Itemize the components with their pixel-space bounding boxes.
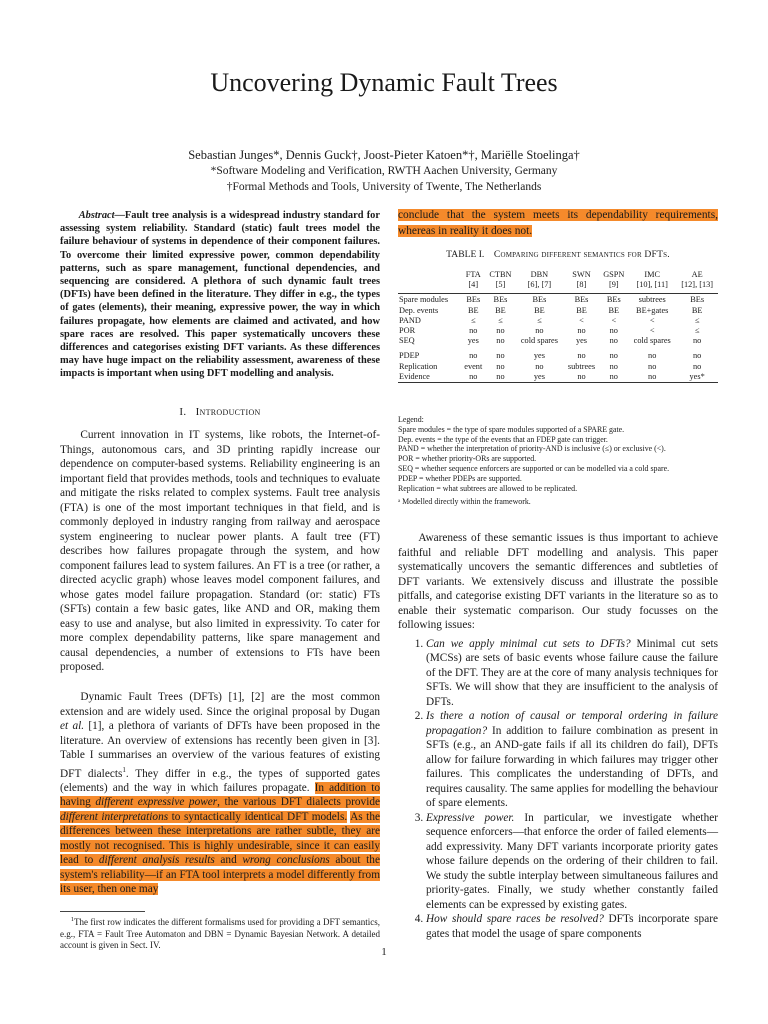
highlight-4[interactable]: conclude that the system meets its dependability requirements, whereas in reality it does not. <box>398 209 718 237</box>
table-cell: no <box>628 372 676 383</box>
table-row <box>398 326 718 336</box>
issue-text: DFTs incorporate spare gates that model the usage of spare components <box>426 913 718 940</box>
highlight-1-italic-2: different interpretations <box>60 810 169 823</box>
table-caption-number: TABLE I. <box>446 249 485 260</box>
intro2-part1: Dynamic Fault Trees (DFTs) [1], [2] are the most common extension and are widely used. Since the original proposal by Dugan <box>60 691 380 718</box>
table-cell: BEs <box>515 294 563 306</box>
table-cell: no <box>496 336 505 346</box>
row-label: Dep. events <box>399 305 439 315</box>
col-ref: [10], [11] <box>636 280 668 290</box>
author-list: Sebastian Junges*, Dennis Guck†, Joost-Pieter Katoen*†, Mariëlle Stoelinga† <box>188 148 580 162</box>
row-label: Evidence <box>398 372 461 383</box>
highlight-3[interactable]: —if an FTA tool interprets a model differently from its user, then one may <box>60 868 380 896</box>
table-cell: BE <box>576 305 587 315</box>
highlight-2-italic-2: wrong conclusions <box>242 854 330 867</box>
issue-question: Can we apply minimal cut sets to DFTs? <box>426 637 631 650</box>
legend-item: Replication = what subtrees are allowed to be replicated. <box>398 483 578 493</box>
list-item <box>426 709 718 811</box>
table-cell: yes <box>575 336 588 346</box>
intro-paragraph-1-text: Current innovation in IT systems, like robots, the Internet-of-Things, autonomous cars, and 3D printing rapidly increase our dependence on computer-based systems. Reliability engineering is an important field that provides methods, tools and techniques to evaluate and mitigate the risks related to complex systems. Fault tree analysis (FTA) is one of the most important techniques in that field, and is commonly deployed in industry ranging from railway and aerospace system engineering to nuclear power plants. A fault tree (FT) describes how failures propagate through the system, and how component failures lead to system failures. An FT is a tree (or rather, a directed acyclic graph) whose leaves model component failures, and whose gates model failure propagation. Standard (or: static) FTs (SFTs) contain a few basic gates, like AND and OR, making them easy to use and analyse, but also limited in expressivity. To cater for more complex dependability patterns, like spare management and causal dependencies, a number of extensions to FTs have been proposed. <box>60 429 381 673</box>
row-label: Spare modules <box>398 294 461 306</box>
table-cell: no <box>693 351 702 361</box>
list-item <box>426 637 718 710</box>
list-item <box>426 912 718 941</box>
table-cell: yes <box>533 351 545 361</box>
highlight-1-italic: different expressive power <box>95 796 218 809</box>
table-cell: no <box>461 372 486 383</box>
legend-item: Spare modules = the type of spare modules supported of a SPARE gate. <box>398 424 625 434</box>
table-cell: ≤ <box>694 315 700 325</box>
legend-item: PDEP = whether PDEPs are supported. <box>398 473 522 483</box>
table-caption <box>398 249 718 260</box>
intro-paragraph-2 <box>60 690 380 897</box>
table-cell: no <box>609 326 618 336</box>
abstract-text: —Fault tree analysis is a widespread industry standard for assessing system reliability. Standard (static) fault trees model the failure behaviour of systems in dependence of their component failures. To overcome their limited expressive power, common dependability patterns, such as spare management, functional dependencies, and sequencing are considered. A plethora of such dynamic fault trees (DFTs) have been defined in the literature. They differ in e.g., the types of gates (elements), their meaning, expressive power, the way in which failures propagate, how elements are claimed and activated, and how spare races are resolved. This paper systematically uncovers these differences and categorises existing DFT variants. As these differences may have huge impact on the reliability assessment, awareness of these impacts is important when using DFT modelling and analysis. <box>60 210 380 380</box>
table-cell: BEs <box>564 294 600 306</box>
highlight-1-text: In addition to having <box>60 781 380 809</box>
table-cell: ≤ <box>537 315 542 325</box>
highlight-2-text: As the differences between these interpretations are rather subtle, they are mostly not recognised. This is highly undesirable, since it can easily lead to <box>60 810 380 867</box>
table-cell: cold spares <box>520 336 558 346</box>
table-cell: cold spares <box>633 336 671 346</box>
highlight-1-text-2: , the various DFT dialects provide <box>217 796 381 809</box>
col-ref: [5] <box>495 280 506 290</box>
table-cell: < <box>649 315 655 325</box>
section-heading <box>60 406 380 418</box>
footnote-mark[interactable]: 1 <box>122 765 126 774</box>
row-label: PAND <box>399 315 421 325</box>
table-row <box>398 372 718 383</box>
table-legend <box>398 415 728 507</box>
table-cell: no <box>535 326 544 336</box>
legend-item: PAND = whether the interpretation of priority-AND is inclusive (≤) or exclusive (<). <box>398 444 666 454</box>
table-cell: no <box>693 336 702 346</box>
issue-question: Is there a notion of causal or temporal ordering in failure propagation? <box>426 710 718 737</box>
table-cell: < <box>579 315 584 325</box>
table-row <box>398 316 718 326</box>
issue-text: Minimal cut sets (MCSs) are sets of basic events whose failure cause the failure of the DFT. They are at the core of many analysis techniques for SFTs. We will show that they are insufficient to the analysis of DFTs. <box>426 637 718 708</box>
table-row <box>398 294 718 306</box>
right-paragraph: Awareness of these semantic issues is thus important to achieve faithful and reliable DFT modelling and analysis. This paper systematically uncovers the semantic differences and subtleties of DFT variants. We extensively discuss and illustrate the possible pitfalls, and categorise existing DFT variants in the literature so as to enable their systematic comparison. Our study focusses on the following issues: <box>398 532 718 631</box>
legend-title: Legend: <box>398 415 424 424</box>
issue-question: How should spare races be resolved? <box>426 913 604 925</box>
table-cell: BEs <box>486 294 516 306</box>
table-cell: no <box>648 351 657 361</box>
col-header: AE <box>691 270 703 279</box>
right-continuation <box>398 207 718 239</box>
paper-title: Uncovering Dynamic Fault Trees <box>210 68 558 97</box>
table-cell: event <box>464 361 483 371</box>
table-cell: no <box>496 361 505 371</box>
footnote-number: 1 <box>70 916 75 923</box>
highlight-2-text-3: about the system's reliability <box>60 854 380 881</box>
col-ref: [4] <box>468 280 479 290</box>
issue-text: In addition to failure combination as present in SFTs (e.g., an AND-gate fails if all its children do fail), DFTs allow for failure forwarding in which failures may trigger other failures. This complicates the understanding of DFTs, and requires causality. The same applies for modelling the behaviour of spare elements. <box>426 724 718 809</box>
table-row <box>398 336 718 346</box>
list-item <box>426 811 718 913</box>
table-cell: ≤ <box>498 315 503 325</box>
table-cell: yes <box>515 372 563 383</box>
table-row <box>398 362 718 372</box>
legend-note: ᵃ Modelled directly within the framework. <box>398 497 531 507</box>
footnote-text: The first row indicates the different formalisms used for providing a DFT semantics, e.g., FTA = Fault Tree Automaton and DBN = Dynamic Bayesian Network. A detailed account is given in Sect. IV. <box>60 917 380 950</box>
table-cell: BE <box>691 305 703 315</box>
table-cell: subtrees <box>628 294 676 306</box>
table-cell: no <box>469 351 478 361</box>
col-ref: [12], [13] <box>681 280 714 290</box>
table-cell: no <box>496 326 505 336</box>
table-row <box>398 306 718 316</box>
table-cell: BEs <box>600 294 629 306</box>
table-cell: < <box>611 315 617 325</box>
row-label: PDEP <box>399 351 420 361</box>
col-header: GSPN <box>603 270 625 279</box>
affiliation-2: †Formal Methods and Tools, University of Twente, The Netherlands <box>226 181 542 193</box>
intro2-etal: et al. <box>60 720 85 732</box>
issues-list <box>398 637 718 942</box>
section-number: I. <box>179 406 187 418</box>
col-header: SWN <box>572 270 591 279</box>
table-corner <box>398 270 461 280</box>
table-cell: subtrees <box>567 361 596 371</box>
table-cell: no <box>600 372 629 383</box>
table-row <box>398 351 718 361</box>
table-cell: < <box>649 326 655 336</box>
highlight-1-text-3: to syntactically identical DFT models. <box>168 810 348 823</box>
table-cell: no <box>535 361 544 371</box>
table-cell: BE+gates <box>636 305 669 315</box>
table-cell: no <box>577 326 586 336</box>
table-cell: no <box>693 361 702 371</box>
issue-question: Expressive power. <box>426 811 515 824</box>
table-cell: no <box>496 351 505 361</box>
col-header: IMC <box>644 270 661 279</box>
abstract <box>60 209 380 381</box>
issue-text: In particular, we investigate whether sequence enforcers—that enforce the order of failed elements—add expressivity. Many DFT variants incorporate priority gates whose failure depends on the ordering of their children to fail. We study the subtle interplay between simultaneous failures and priority-gates. Finally, we study whether constantly failed elements can be expressed by existing gates. <box>426 811 718 911</box>
table-cell: BEs <box>676 294 718 306</box>
intro-paragraph-1 <box>60 428 380 675</box>
table-cell: BEs <box>461 294 486 306</box>
col-header: FTA <box>465 270 481 279</box>
table-cell: yes <box>467 336 479 346</box>
semantics-table <box>398 270 718 383</box>
table-cell: BE <box>608 305 620 315</box>
table-cell: no <box>609 351 618 361</box>
intro2-part2: [1], a plethora of variants of DFTs have been proposed in the literature. An overview of extensions has recently been given in [3]. Table I summarises an overview of the various features of existing DFT dialects <box>60 720 380 780</box>
highlight-2-italic: different analysis results <box>98 854 215 867</box>
table-cell: no <box>577 351 586 361</box>
table-cell: no <box>564 372 600 383</box>
table-cell: no <box>609 361 618 371</box>
col-ref: [9] <box>608 280 619 290</box>
col-header: DBN <box>530 270 549 279</box>
table-cell: BE <box>495 305 506 315</box>
row-label: Replication <box>399 361 438 371</box>
table-cell: no <box>609 336 618 346</box>
legend-item: SEQ = whether sequence enforcers are supported or can be modelled via a cold spare. <box>398 463 670 473</box>
legend-item: Dep. events = the type of the events that an FDEP gate can trigger. <box>398 434 608 444</box>
page-number: 1 <box>381 946 387 958</box>
table-cell: no <box>648 361 657 371</box>
row-label: POR <box>399 326 416 336</box>
table-cell: no <box>486 372 516 383</box>
right-body <box>398 531 718 941</box>
table-cell: ≤ <box>694 326 700 336</box>
section-title: Introduction <box>195 406 261 418</box>
table-caption-text: Comparing different semantics for DFTs. <box>493 249 670 260</box>
col-ref: [6], [7] <box>527 280 552 290</box>
highlight-2-text-2: and <box>214 854 243 867</box>
intro2-part3: . They differ in e.g., the types of supported gates (elements) and the way in which failures propagate. <box>60 767 380 794</box>
table-cell: ≤ <box>470 315 476 325</box>
table-cell: BE <box>534 305 545 315</box>
row-label: SEQ <box>399 336 415 346</box>
abstract-label: Abstract <box>78 210 115 221</box>
table-cell: yes* <box>676 372 718 383</box>
affiliation-1: *Software Modeling and Verification, RWTH Aachen University, Germany <box>210 165 558 177</box>
footnote-rule <box>60 911 145 912</box>
table-cell: BE <box>467 305 479 315</box>
table-cell: no <box>469 326 478 336</box>
col-ref: [8] <box>576 280 587 290</box>
col-header: CTBN <box>489 270 512 279</box>
legend-item: POR = whether priority-ORs are supported. <box>398 454 537 464</box>
